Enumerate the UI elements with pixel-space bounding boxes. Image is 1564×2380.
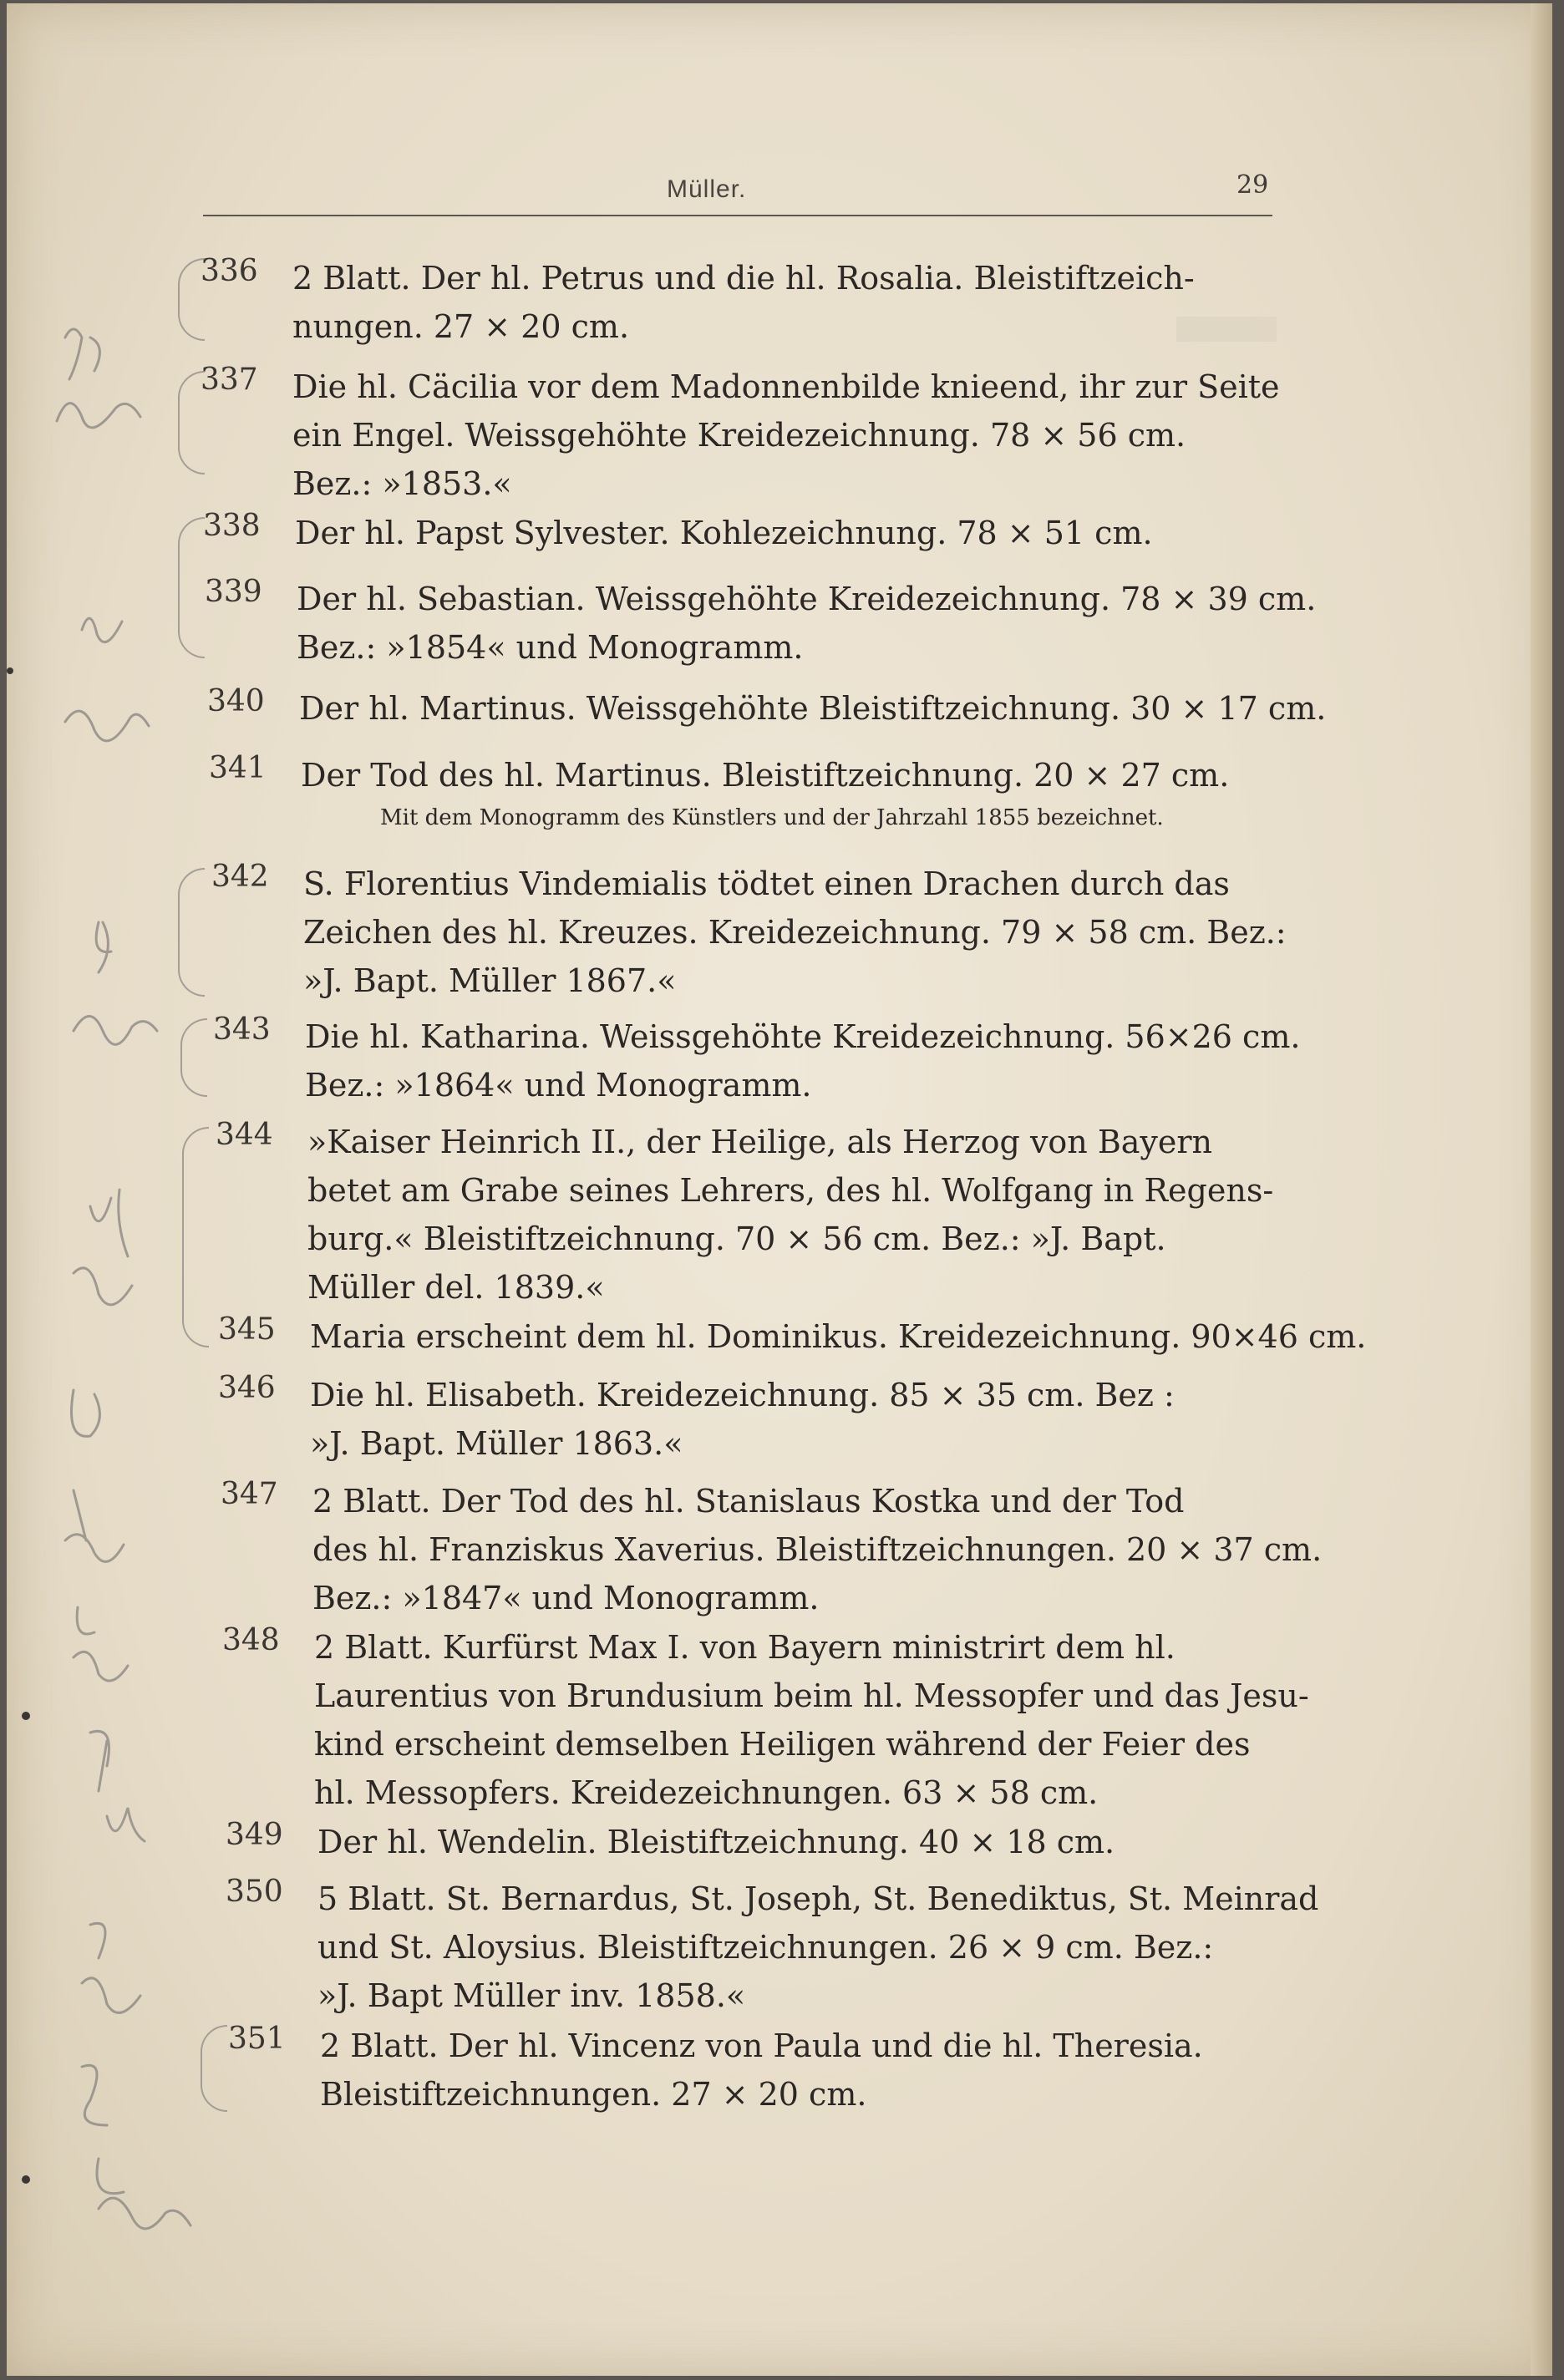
entry-text-line: Laurentius von Brundusium beim hl. Messopfer und das Jesu- (314, 1677, 1309, 1714)
entry-text-line: Bleistiftzeichnungen. 27 × 20 cm. (320, 2076, 867, 2113)
entry-number: 345 (218, 1312, 276, 1347)
pin-mark (7, 667, 13, 674)
pin-mark (22, 1712, 30, 1720)
entry-text-line: Müller del. 1839.« (307, 1269, 605, 1306)
page-header-title: Müller. (667, 175, 747, 203)
entry-text-line: 2 Blatt. Der hl. Petrus und die hl. Rosalia. Bleistiftzeich- (292, 260, 1195, 297)
handwritten-marginalia (40, 304, 207, 2276)
entry-number: 348 (222, 1623, 280, 1657)
entry-text-line: ein Engel. Weissgehöhte Kreidezeichnung. 78 × 56 cm. (292, 417, 1186, 454)
entry-number: 346 (218, 1371, 276, 1405)
entry-number: 342 (211, 860, 269, 894)
entry-text-line: Maria erscheint dem hl. Dominikus. Kreidezeichnung. 90×46 cm. (310, 1318, 1367, 1355)
entry-text-line: hl. Messopfers. Kreidezeichnungen. 63 × 58 cm. (314, 1774, 1099, 1811)
entry-text-line: »J. Bapt. Müller 1867.« (303, 962, 677, 999)
entry-text-line: »Kaiser Heinrich II., der Heilige, als Herzog von Bayern (307, 1124, 1213, 1160)
page-edge (1531, 3, 1552, 2376)
entry-number: 347 (221, 1477, 278, 1511)
entry-number: 341 (209, 751, 267, 785)
entry-text-line: S. Florentius Vindemialis tödtet einen Drachen durch das (303, 865, 1230, 902)
entry-note: Mit dem Monogramm des Künstlers und der Jahrzahl 1855 bezeichnet. (380, 805, 1164, 830)
entry-text-line: »J. Bapt. Müller 1863.« (310, 1425, 683, 1462)
header-rule (203, 215, 1272, 216)
entry-text-line: nungen. 27 × 20 cm. (292, 308, 630, 345)
entry-text-line: betet am Grabe seines Lehrers, des hl. Wolfgang in Regens- (307, 1172, 1274, 1209)
entry-number: 343 (213, 1012, 271, 1047)
entry-text-line: 2 Blatt. Der Tod des hl. Stanislaus Kostka und der Tod (312, 1483, 1185, 1520)
entry-text-line: Der hl. Wendelin. Bleistiftzeichnung. 40 × 18 cm. (317, 1824, 1115, 1860)
pin-mark (22, 2175, 30, 2184)
entry-text-line: Der hl. Martinus. Weissgehöhte Bleistiftzeichnung. 30 × 17 cm. (299, 690, 1327, 727)
entry-text-line: Bez.: »1854« und Monogramm. (297, 629, 804, 666)
entry-number: 349 (226, 1818, 283, 1852)
entry-text-line: und St. Aloysius. Bleistiftzeichnungen. 26 × 9 cm. Bez.: (317, 1929, 1214, 1966)
entry-number: 338 (203, 509, 261, 543)
entry-number: 340 (207, 684, 265, 718)
entry-text-line: Die hl. Cäcilia vor dem Madonnenbilde knieend, ihr zur Seite (292, 368, 1280, 405)
entry-text-line: Der hl. Sebastian. Weissgehöhte Kreidezeichnung. 78 × 39 cm. (297, 581, 1317, 617)
entry-text-line: 2 Blatt. Kurfürst Max I. von Bayern ministrirt dem hl. (314, 1629, 1176, 1666)
entry-number: 339 (205, 575, 262, 609)
entry-text-line: Die hl. Katharina. Weissgehöhte Kreidezeichnung. 56×26 cm. (305, 1018, 1301, 1055)
entry-text-line: Bez.: »1864« und Monogramm. (305, 1067, 812, 1104)
entry-number: 344 (216, 1118, 273, 1152)
entry-number: 350 (226, 1875, 283, 1909)
entry-text-line: Bez.: »1847« und Monogramm. (312, 1580, 820, 1616)
entry-text-line: Bez.: »1853.« (292, 465, 512, 502)
entry-text-line: »J. Bapt Müller inv. 1858.« (317, 1977, 746, 2014)
entry-text-line: Die hl. Elisabeth. Kreidezeichnung. 85 × 35 cm. Bez : (310, 1377, 1175, 1413)
catalog-page (7, 3, 1552, 2376)
entry-text-line: 5 Blatt. St. Bernardus, St. Joseph, St. Benediktus, St. Meinrad (317, 1880, 1319, 1917)
entry-number: 337 (201, 363, 258, 397)
entry-number: 351 (228, 2022, 286, 2056)
page-number: 29 (1236, 170, 1269, 200)
entry-text-line: Der hl. Papst Sylvester. Kohlezeichnung. 78 × 51 cm. (295, 515, 1153, 551)
entry-text-line: Zeichen des hl. Kreuzes. Kreidezeichnung. 79 × 58 cm. Bez.: (303, 914, 1287, 951)
entry-text-line: des hl. Franziskus Xaverius. Bleistiftzeichnungen. 20 × 37 cm. (312, 1531, 1323, 1568)
entry-text-line: Der Tod des hl. Martinus. Bleistiftzeichnung. 20 × 27 cm. (301, 757, 1230, 794)
entry-number: 336 (201, 254, 258, 288)
entry-text-line: 2 Blatt. Der hl. Vincenz von Paula und die hl. Theresia. (320, 2027, 1203, 2064)
entry-text-line: burg.« Bleistiftzeichnung. 70 × 56 cm. Bez.: »J. Bapt. (307, 1220, 1166, 1257)
entry-text-line: kind erscheint demselben Heiligen während der Feier des (314, 1726, 1251, 1763)
